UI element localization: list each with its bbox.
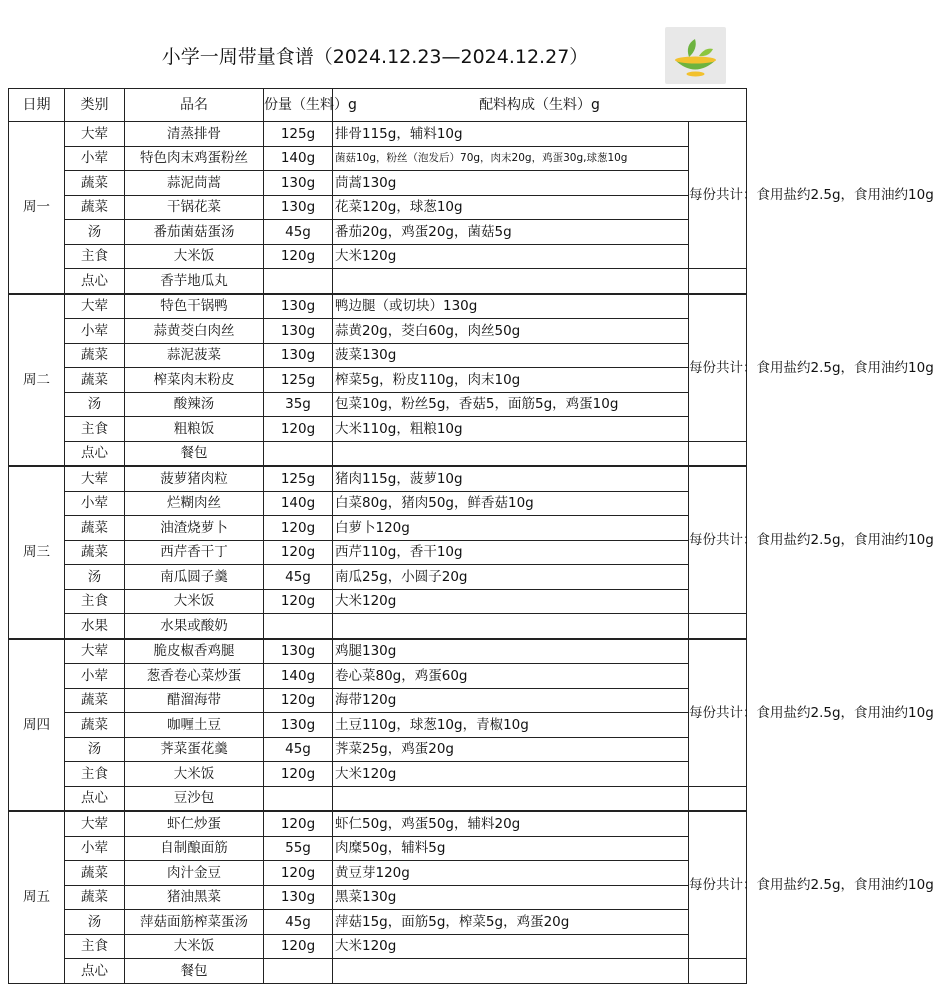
- ingredients-cell: 包菜10g，粉丝5g，香菇5，面筋5g，鸡蛋10g: [333, 392, 689, 417]
- qty-cell: 140g: [264, 664, 333, 689]
- table-row: [9, 910, 747, 935]
- table-row: [9, 269, 747, 294]
- header-dish: 品名: [125, 89, 264, 122]
- ingredients-cell: 大米120g: [333, 762, 689, 787]
- dish-cell: 荠菜蛋花羹: [125, 737, 264, 762]
- ingredients-cell: 卷心菜80g，鸡蛋60g: [333, 664, 689, 689]
- qty-cell: 130g: [264, 639, 333, 664]
- category-cell: 点心: [65, 441, 125, 466]
- dish-cell: 餐包: [125, 959, 264, 984]
- table-row: [9, 195, 747, 220]
- qty-cell: 130g: [264, 713, 333, 738]
- category-cell: 蔬菜: [65, 885, 125, 910]
- qty-cell: 130g: [264, 319, 333, 344]
- ingredients-cell: [333, 786, 689, 811]
- day-cell: 周一: [9, 122, 65, 294]
- qty-cell: 120g: [264, 417, 333, 442]
- qty-cell: 120g: [264, 244, 333, 269]
- table-row: [9, 885, 747, 910]
- qty-cell: 125g: [264, 466, 333, 491]
- category-cell: 小荤: [65, 146, 125, 171]
- ingredients-cell: 土豆110g，球葱10g，青椒10g: [333, 713, 689, 738]
- header-category: 类别: [65, 89, 125, 122]
- ingredients-cell: 花菜120g，球葱10g: [333, 195, 689, 220]
- qty-cell: 140g: [264, 146, 333, 171]
- ingredients-cell: 白菜80g，猪肉50g，鲜香菇10g: [333, 491, 689, 516]
- table-row: [9, 319, 747, 344]
- dish-cell: 蒜黄茭白肉丝: [125, 319, 264, 344]
- table-row: [9, 171, 747, 196]
- table-row: [9, 836, 747, 861]
- category-cell: 大荤: [65, 466, 125, 491]
- dish-cell: 豆沙包: [125, 786, 264, 811]
- qty-cell: 120g: [264, 811, 333, 836]
- dish-cell: 咖喱土豆: [125, 713, 264, 738]
- table-row: [9, 959, 747, 984]
- header-date: 日期: [9, 89, 65, 122]
- nutrition-note: 每份共计：食用盐约2.5g，食用油约10g: [689, 294, 747, 442]
- ingredients-cell: [333, 269, 689, 294]
- dish-cell: 油渣烧萝卜: [125, 516, 264, 541]
- qty-cell: 45g: [264, 565, 333, 590]
- category-cell: 蔬菜: [65, 540, 125, 565]
- category-cell: 汤: [65, 392, 125, 417]
- qty-cell: 130g: [264, 885, 333, 910]
- category-cell: 点心: [65, 786, 125, 811]
- category-cell: 小荤: [65, 491, 125, 516]
- category-cell: 大荤: [65, 639, 125, 664]
- category-cell: 小荤: [65, 319, 125, 344]
- qty-cell: 120g: [264, 861, 333, 886]
- dish-cell: 西芹香干丁: [125, 540, 264, 565]
- nutrition-note: 每份共计：食用盐约2.5g，食用油约10g: [689, 639, 747, 787]
- ingredients-cell: 西芹110g，香干10g: [333, 540, 689, 565]
- table-row: [9, 639, 747, 664]
- dish-cell: 虾仁炒蛋: [125, 811, 264, 836]
- qty-cell: [264, 959, 333, 984]
- dish-cell: 清蒸排骨: [125, 122, 264, 147]
- note-empty-cell: [689, 959, 747, 984]
- dish-cell: 猪油黑菜: [125, 885, 264, 910]
- category-cell: 汤: [65, 910, 125, 935]
- category-cell: 蔬菜: [65, 516, 125, 541]
- dish-cell: 自制酿面筋: [125, 836, 264, 861]
- ingredients-cell: 鸡腿130g: [333, 639, 689, 664]
- note-empty-cell: [689, 786, 747, 811]
- ingredients-cell: 大米110g，粗粮10g: [333, 417, 689, 442]
- category-cell: 蔬菜: [65, 368, 125, 393]
- table-row: [9, 516, 747, 541]
- qty-cell: 55g: [264, 836, 333, 861]
- dish-cell: 粗粮饭: [125, 417, 264, 442]
- ingredients-cell: 猪肉115g，菠萝10g: [333, 466, 689, 491]
- table-row: [9, 540, 747, 565]
- table-row: [9, 614, 747, 639]
- qty-cell: 130g: [264, 294, 333, 319]
- qty-cell: 130g: [264, 343, 333, 368]
- category-cell: 蔬菜: [65, 171, 125, 196]
- menu-table: [8, 88, 934, 984]
- category-cell: 主食: [65, 589, 125, 614]
- table-row: [9, 713, 747, 738]
- day-cell: 周二: [9, 294, 65, 467]
- qty-cell: 45g: [264, 737, 333, 762]
- dish-cell: 大米饭: [125, 934, 264, 959]
- ingredients-cell: 荠菜25g，鸡蛋20g: [333, 737, 689, 762]
- ingredients-cell: [333, 441, 689, 466]
- table-row: [9, 441, 747, 466]
- header-row: [9, 89, 747, 122]
- qty-cell: [264, 786, 333, 811]
- qty-cell: 130g: [264, 195, 333, 220]
- table-row: [9, 664, 747, 689]
- category-cell: 蔬菜: [65, 343, 125, 368]
- table-row: [9, 861, 747, 886]
- dish-cell: 大米饭: [125, 589, 264, 614]
- ingredients-cell: 海带120g: [333, 688, 689, 713]
- day-cell: 周四: [9, 639, 65, 812]
- category-cell: 蔬菜: [65, 713, 125, 738]
- qty-cell: 45g: [264, 220, 333, 245]
- qty-cell: 120g: [264, 688, 333, 713]
- category-cell: 小荤: [65, 664, 125, 689]
- category-cell: 大荤: [65, 811, 125, 836]
- ingredients-cell: 黄豆芽120g: [333, 861, 689, 886]
- qty-cell: 120g: [264, 516, 333, 541]
- table-row: [9, 934, 747, 959]
- bowl-logo-icon: [665, 27, 726, 84]
- category-cell: 点心: [65, 959, 125, 984]
- nutrition-note: 每份共计：食用盐约2.5g，食用油约10g: [689, 466, 747, 614]
- ingredients-cell: 鸭边腿（或切块）130g: [333, 294, 689, 319]
- category-cell: 大荤: [65, 122, 125, 147]
- category-cell: 蔬菜: [65, 688, 125, 713]
- ingredients-cell: [333, 614, 689, 639]
- qty-cell: 120g: [264, 589, 333, 614]
- table-row: [9, 491, 747, 516]
- header-qty: 份量（生料）g: [264, 89, 333, 122]
- category-cell: 蔬菜: [65, 861, 125, 886]
- ingredients-cell: 大米120g: [333, 589, 689, 614]
- dish-cell: 大米饭: [125, 244, 264, 269]
- category-cell: 主食: [65, 934, 125, 959]
- qty-cell: 125g: [264, 368, 333, 393]
- category-cell: 小荤: [65, 836, 125, 861]
- note-empty-cell: [689, 441, 747, 466]
- category-cell: 汤: [65, 565, 125, 590]
- dish-cell: 葱香卷心菜炒蛋: [125, 664, 264, 689]
- qty-cell: [264, 614, 333, 639]
- table-row: [9, 811, 747, 836]
- qty-cell: 45g: [264, 910, 333, 935]
- ingredients-cell: 南瓜25g，小圆子20g: [333, 565, 689, 590]
- page-title: 小学一周带量食谱（2024.12.23—2024.12.27）: [161, 46, 589, 68]
- day-cell: 周三: [9, 466, 65, 639]
- category-cell: 水果: [65, 614, 125, 639]
- category-cell: 汤: [65, 220, 125, 245]
- table-row: [9, 294, 747, 319]
- dish-cell: 醋溜海带: [125, 688, 264, 713]
- ingredients-cell: 蒜黄20g，茭白60g，肉丝50g: [333, 319, 689, 344]
- category-cell: 主食: [65, 762, 125, 787]
- dish-cell: 酸辣汤: [125, 392, 264, 417]
- day-cell: 周五: [9, 811, 65, 983]
- table-row: [9, 688, 747, 713]
- dish-cell: 菠萝猪肉粒: [125, 466, 264, 491]
- table-row: [9, 122, 747, 147]
- qty-cell: 130g: [264, 171, 333, 196]
- dish-cell: 番茄菌菇蛋汤: [125, 220, 264, 245]
- ingredients-cell: 菠菜130g: [333, 343, 689, 368]
- ingredients-cell: 虾仁50g，鸡蛋50g，辅料20g: [333, 811, 689, 836]
- qty-cell: 120g: [264, 762, 333, 787]
- dish-cell: 榨菜肉末粉皮: [125, 368, 264, 393]
- note-empty-cell: [689, 269, 747, 294]
- dish-cell: 香芋地瓜丸: [125, 269, 264, 294]
- table-row: [9, 244, 747, 269]
- ingredients-cell: 大米120g: [333, 244, 689, 269]
- table-row: [9, 220, 747, 245]
- ingredients-cell: 菌菇10g，粉丝（泡发后）70g，肉末20g，鸡蛋30g,球葱10g: [333, 146, 689, 171]
- header-ingredients: 配料构成（生料）g: [333, 89, 747, 122]
- qty-cell: 35g: [264, 392, 333, 417]
- dish-cell: 肉汁金豆: [125, 861, 264, 886]
- dish-cell: 特色肉末鸡蛋粉丝: [125, 146, 264, 171]
- ingredients-cell: 番茄20g，鸡蛋20g，菌菇5g: [333, 220, 689, 245]
- dish-cell: 烂糊肉丝: [125, 491, 264, 516]
- table-row: [9, 466, 747, 491]
- category-cell: 大荤: [65, 294, 125, 319]
- category-cell: 主食: [65, 244, 125, 269]
- table-row: [9, 762, 747, 787]
- ingredients-cell: 排骨115g，辅料10g: [333, 122, 689, 147]
- dish-cell: 餐包: [125, 441, 264, 466]
- qty-cell: [264, 269, 333, 294]
- dish-cell: 大米饭: [125, 762, 264, 787]
- ingredients-cell: 茼蒿130g: [333, 171, 689, 196]
- table-row: [9, 786, 747, 811]
- table-row: [9, 368, 747, 393]
- qty-cell: 140g: [264, 491, 333, 516]
- category-cell: 主食: [65, 417, 125, 442]
- dish-cell: 萍菇面筋榨菜蛋汤: [125, 910, 264, 935]
- category-cell: 点心: [65, 269, 125, 294]
- dish-cell: 干锅花菜: [125, 195, 264, 220]
- dish-cell: 特色干锅鸭: [125, 294, 264, 319]
- category-cell: 蔬菜: [65, 195, 125, 220]
- table-row: [9, 392, 747, 417]
- ingredients-cell: 萍菇15g，面筋5g，榨菜5g，鸡蛋20g: [333, 910, 689, 935]
- dish-cell: 蒜泥茼蒿: [125, 171, 264, 196]
- note-empty-cell: [689, 614, 747, 639]
- table-row: [9, 146, 747, 171]
- ingredients-cell: [333, 959, 689, 984]
- qty-cell: 125g: [264, 122, 333, 147]
- category-cell: 汤: [65, 737, 125, 762]
- qty-cell: [264, 441, 333, 466]
- nutrition-note: 每份共计：食用盐约2.5g，食用油约10g: [689, 811, 747, 959]
- dish-cell: 蒜泥菠菜: [125, 343, 264, 368]
- qty-cell: 120g: [264, 934, 333, 959]
- table-row: [9, 737, 747, 762]
- ingredients-cell: 白萝卜120g: [333, 516, 689, 541]
- table-row: [9, 343, 747, 368]
- table-row: [9, 417, 747, 442]
- ingredients-cell: 黑菜130g: [333, 885, 689, 910]
- nutrition-note: 每份共计：食用盐约2.5g，食用油约10g: [689, 122, 747, 269]
- table-row: [9, 589, 747, 614]
- ingredients-cell: 大米120g: [333, 934, 689, 959]
- qty-cell: 120g: [264, 540, 333, 565]
- dish-cell: 南瓜圆子羹: [125, 565, 264, 590]
- ingredients-cell: 榨菜5g，粉皮110g，肉末10g: [333, 368, 689, 393]
- table-row: [9, 565, 747, 590]
- dish-cell: 水果或酸奶: [125, 614, 264, 639]
- dish-cell: 脆皮椒香鸡腿: [125, 639, 264, 664]
- ingredients-cell: 肉糜50g，辅料5g: [333, 836, 689, 861]
